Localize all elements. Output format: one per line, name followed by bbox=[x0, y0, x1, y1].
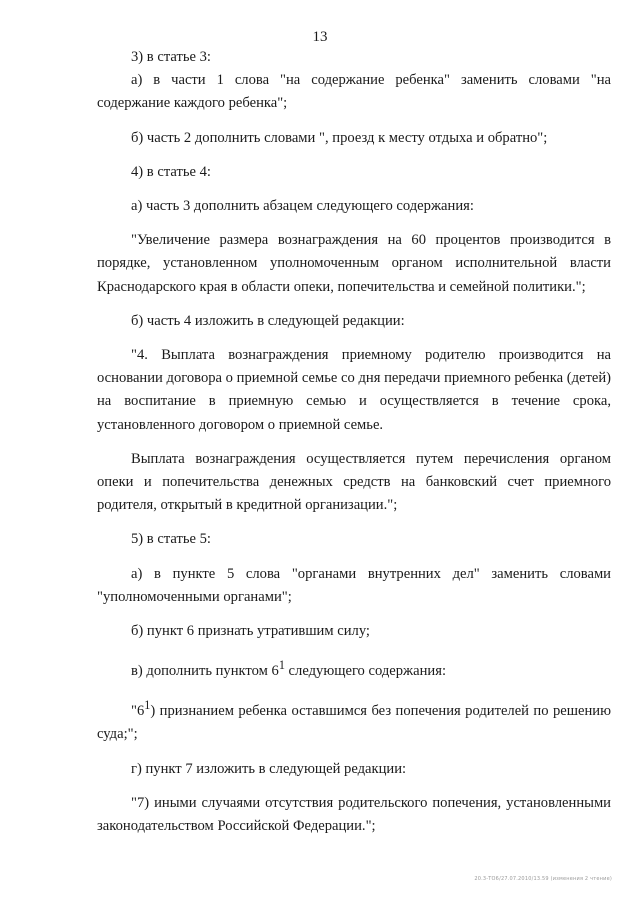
text-segment: в) дополнить пунктом 6 bbox=[131, 663, 279, 680]
paragraph-article-4: 4) в статье 4: bbox=[131, 163, 211, 180]
paragraph-quoted-payment: "4. Выплата вознаграждения приемному родителю производится на основании договора о приемной семье со дня передачи приемного ребенка (детей) на воспитание в приемную семью и осуществляется в течение срока, установленного договором о приемной семье. bbox=[97, 347, 611, 433]
paragraph-payment-transfer: Выплата вознаграждения осуществляется путем перечисления органом опеки и попечительства денежных средств на банковский счет приемного родителя, открытый в кредитной организации."; bbox=[97, 450, 611, 514]
paragraph-article-3-b: б) часть 2 дополнить словами ", проезд к месту отдыха и обратно"; bbox=[131, 129, 548, 146]
paragraph-article-5-g: г) пункт 7 изложить в следующей редакции: bbox=[131, 760, 407, 777]
paragraph-article-5-v bbox=[97, 654, 611, 683]
text-segment: следующего содержания: bbox=[284, 663, 447, 680]
footer-stamp: 20.3-ТО6/27.07.2010/13.59 (изменения 2 чтение) bbox=[474, 876, 612, 882]
document-body bbox=[97, 46, 611, 838]
paragraph-article-4-a: а) часть 3 дополнить абзацем следующего содержания: bbox=[131, 198, 474, 215]
paragraph-article-5: 5) в статье 5: bbox=[131, 531, 211, 548]
paragraph-quoted-point-7: "7) иными случаями отсутствия родительского попечения, установленными законодательством Российской Федерации."; bbox=[97, 794, 611, 834]
page-number: 13 bbox=[312, 29, 328, 45]
paragraph-article-5-a: а) в пункте 5 слова "органами внутренних дел" заменить словами "уполномоченными органами"; bbox=[97, 565, 611, 605]
paragraph-quoted-increase: "Увеличение размера вознаграждения на 60 процентов производится в порядке, установленном уполномоченным органом исполнительной власти Краснодарского края в области опеки, попечительства и семейной политики."; bbox=[97, 232, 611, 295]
text-segment: "6 bbox=[131, 703, 145, 720]
text-segment: ) признанием ребенка оставшимся без попечения родителей по решению суда;"; bbox=[97, 703, 611, 743]
paragraph-quoted-point-6-1 bbox=[97, 694, 611, 746]
paragraph-article-3-a: а) в части 1 слова "на содержание ребенка" заменить словами "на содержание каждого ребенка"; bbox=[97, 72, 611, 112]
paragraph-article-4-b: б) часть 4 изложить в следующей редакции: bbox=[131, 312, 405, 329]
superscript: 1 bbox=[278, 658, 285, 673]
paragraph-article-3: 3) в статье 3: bbox=[131, 49, 211, 65]
superscript: 1 bbox=[144, 698, 151, 713]
paragraph-article-5-b: б) пункт 6 признать утратившим силу; bbox=[131, 623, 370, 640]
